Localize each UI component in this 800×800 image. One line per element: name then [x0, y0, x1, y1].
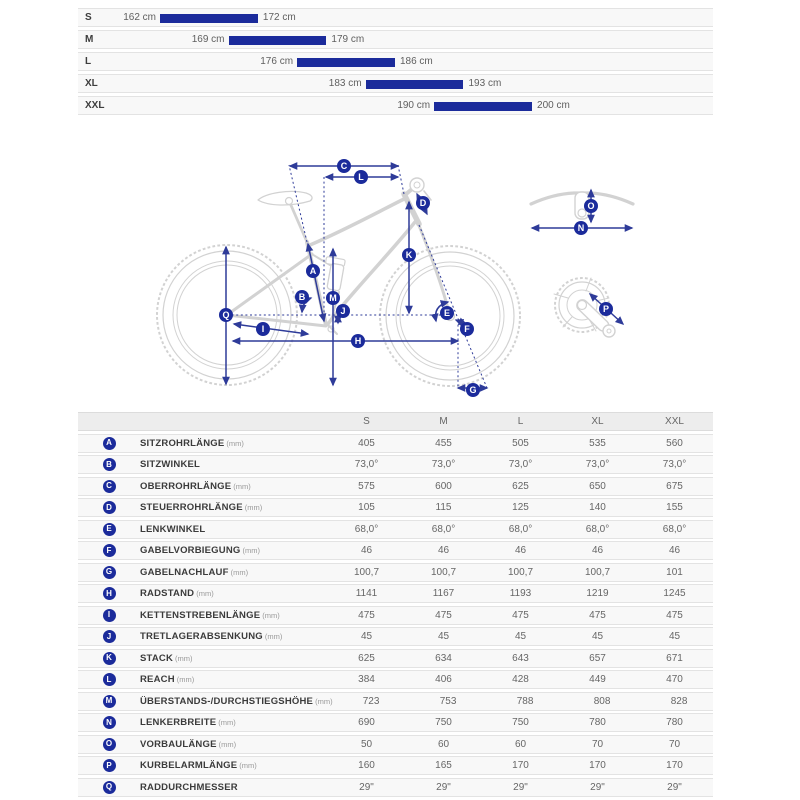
rear-shock [327, 263, 344, 291]
saddle [258, 191, 312, 205]
value-cell: 788 [516, 695, 534, 707]
handlebar-drawing [531, 192, 633, 219]
value-cell: 29" [667, 781, 682, 793]
value-cell: 29" [359, 781, 374, 793]
value-cell: 100,7 [353, 566, 380, 578]
svg-text:Q: Q [222, 310, 230, 320]
value-cell: 671 [666, 652, 683, 664]
value-cell: 650 [589, 480, 606, 492]
value-cell: 600 [435, 480, 452, 492]
svg-text:C: C [340, 161, 348, 171]
measurement-unit: (mm) [176, 675, 195, 684]
size-row-m [78, 30, 713, 49]
value-cell: 780 [589, 717, 606, 728]
row-letter-badge: P [103, 759, 116, 772]
table-row-c [78, 477, 713, 496]
measurement-unit: (mm) [262, 610, 280, 620]
size-row-xl [78, 74, 713, 93]
row-label [140, 674, 328, 685]
table-row-i [78, 606, 713, 625]
measurement-unit: (mm) [242, 546, 260, 555]
svg-text:G: G [469, 385, 477, 395]
measurement-unit: (mm) [230, 567, 249, 577]
height-range-bar [297, 58, 395, 67]
row-letter-badge: J [103, 630, 116, 643]
size-label: XL [85, 78, 98, 89]
value-cell: 46 [360, 545, 373, 556]
value-cell: 100,7 [507, 566, 534, 578]
value-cell: 808 [593, 695, 611, 707]
bike-geometry-diagram [140, 145, 650, 410]
table-row-p [78, 756, 713, 775]
table-row-l [78, 670, 713, 689]
measurement-name: KURBELARMLÄNGE [140, 760, 238, 771]
value-cell: 45 [668, 631, 681, 642]
measurement-unit: (mm) [233, 481, 251, 491]
row-label [140, 739, 328, 750]
range-from-label: 169 cm [191, 34, 225, 45]
diagram-badge-g [466, 383, 480, 397]
value-cell: 100,7 [584, 566, 611, 578]
value-cell: 750 [435, 717, 452, 728]
range-from-label: 176 cm [260, 56, 294, 67]
measurement-unit: (mm) [239, 761, 257, 770]
value-cell: 46 [591, 545, 604, 556]
row-label [140, 717, 328, 728]
row-letter-badge: L [103, 673, 116, 686]
value-cell: 70 [668, 738, 681, 750]
range-from-label: 183 cm [328, 78, 362, 89]
measurement-name: GABELNACHLAUF [140, 566, 229, 578]
value-cell: 60 [437, 738, 450, 750]
value-cell: 406 [435, 674, 452, 685]
measurement-unit: (mm) [218, 739, 237, 749]
svg-text:B: B [298, 292, 306, 302]
value-cell: 475 [358, 609, 375, 621]
diagram-badge-h [351, 334, 365, 348]
value-cell: 828 [670, 695, 688, 707]
row-badge-cell [78, 695, 140, 708]
row-badge-cell [78, 630, 140, 643]
row-badge-cell [78, 480, 140, 493]
value-cell: 29" [436, 781, 451, 793]
range-to-label: 179 cm [331, 34, 365, 45]
value-cell: 428 [512, 674, 529, 685]
diagram-badge-j [336, 304, 350, 318]
svg-text:M: M [329, 293, 337, 303]
row-letter-badge: C [103, 480, 116, 493]
svg-text:K: K [405, 250, 413, 260]
measurement-unit: (mm) [226, 438, 244, 448]
value-cell: 46 [437, 545, 450, 556]
value-cell: 46 [514, 545, 527, 556]
row-badge-cell [78, 716, 140, 729]
row-letter-badge: A [103, 437, 116, 450]
table-row-j [78, 627, 713, 646]
row-label [140, 653, 328, 664]
value-cell: 690 [358, 717, 375, 728]
row-badge-cell [78, 652, 140, 665]
svg-text:F: F [464, 324, 470, 334]
measurement-unit: (mm) [244, 503, 263, 512]
svg-text:D: D [419, 198, 427, 208]
row-badge-cell [78, 501, 140, 514]
value-cell: 753 [439, 695, 457, 707]
table-row-e [78, 520, 713, 539]
svg-text:P: P [602, 304, 610, 314]
range-from-label: 190 cm [397, 100, 431, 111]
handlebar-grip [410, 178, 424, 192]
value-cell: 100,7 [430, 566, 457, 578]
value-cell: 1167 [432, 588, 455, 599]
value-cell: 101 [666, 566, 683, 578]
row-badge-cell [78, 587, 140, 600]
size-row-l [78, 52, 713, 71]
table-row-m [78, 692, 713, 711]
value-cell: 625 [358, 652, 375, 664]
row-letter-badge: G [103, 566, 116, 579]
value-cell: 657 [589, 652, 606, 664]
row-badge-cell [78, 738, 140, 751]
diagram-badge-e [440, 306, 454, 320]
value-cell: 46 [668, 545, 681, 556]
svg-text:H: H [354, 336, 362, 346]
row-label [140, 760, 328, 771]
value-cell: 73,0° [585, 459, 610, 470]
row-label [140, 588, 328, 599]
value-cell: 1245 [663, 588, 686, 599]
row-letter-badge: Q [103, 781, 116, 794]
value-cell: 140 [589, 502, 606, 513]
size-row-xxl [78, 96, 713, 115]
value-cell: 625 [512, 480, 529, 492]
value-cell: 675 [666, 480, 683, 492]
value-cell: 60 [514, 738, 527, 750]
measurement-name: OBERROHRLÄNGE [140, 480, 232, 492]
table-row-h [78, 584, 713, 603]
row-letter-badge: H [103, 587, 116, 600]
value-cell: 29" [513, 781, 528, 793]
rider-height-chart [78, 8, 713, 118]
value-cell: 780 [666, 717, 683, 728]
svg-text:O: O [587, 201, 595, 211]
table-row-g [78, 563, 713, 582]
height-range-bar [434, 102, 532, 111]
height-range-bar [366, 80, 464, 89]
header-cell-xl: XL [591, 416, 604, 427]
value-cell: 105 [358, 502, 375, 513]
row-letter-badge: D [103, 501, 116, 514]
value-cell: 50 [360, 738, 373, 750]
diagram-badge-n [574, 221, 588, 235]
table-row-b [78, 455, 713, 474]
diagram-badge-a [306, 264, 320, 278]
value-cell: 70 [591, 738, 604, 750]
diagram-badge-o [584, 199, 598, 213]
value-cell: 170 [666, 760, 683, 771]
row-label [140, 631, 328, 642]
value-cell: 170 [512, 760, 529, 771]
value-cell: 455 [435, 437, 452, 449]
value-cell: 73,0° [431, 459, 456, 470]
diagram-badge-c [337, 159, 351, 173]
row-label [140, 782, 328, 793]
table-row-k [78, 649, 713, 668]
row-letter-badge: N [103, 716, 116, 729]
value-cell: 115 [435, 502, 452, 513]
table-header [78, 412, 713, 431]
row-badge-cell [78, 759, 140, 772]
row-badge-cell [78, 458, 140, 471]
value-cell: 73,0° [662, 459, 687, 470]
row-badge-cell [78, 523, 140, 536]
value-cell: 45 [514, 631, 527, 642]
svg-text:J: J [340, 306, 346, 316]
diagram-badge-i [256, 322, 270, 336]
value-cell: 723 [362, 695, 380, 707]
value-cell: 560 [666, 437, 683, 449]
range-from-label: 162 cm [123, 12, 156, 23]
value-cell: 73,0° [354, 459, 379, 470]
range-to-label: 193 cm [468, 78, 502, 89]
diagram-badge-d [416, 196, 430, 210]
bike-line-art [157, 178, 633, 386]
measurement-unit: (mm) [218, 718, 236, 727]
value-cell: 475 [666, 609, 683, 621]
value-cell: 643 [512, 652, 529, 664]
value-cell: 535 [589, 437, 606, 449]
value-cell: 750 [512, 717, 529, 728]
value-cell: 505 [512, 437, 529, 449]
value-cell: 68,0° [662, 523, 687, 535]
diagram-badge-m [326, 291, 340, 305]
measurement-name: KETTENSTREBENLÄNGE [140, 609, 261, 621]
diagram-badge-b [295, 290, 309, 304]
row-label [140, 438, 328, 449]
header-cell-s: S [363, 416, 370, 427]
value-cell: 68,0° [431, 523, 456, 535]
row-letter-badge: K [103, 652, 116, 665]
value-cell: 45 [360, 631, 373, 642]
value-cell: 68,0° [508, 523, 533, 535]
value-cell: 1141 [355, 588, 378, 599]
measurement-unit: (mm) [196, 589, 214, 598]
row-label [140, 610, 328, 621]
row-letter-badge: O [103, 738, 116, 751]
size-label: S [85, 12, 92, 23]
measurement-name: SITZROHRLÄNGE [140, 437, 225, 449]
measurement-name: SITZWINKEL [140, 459, 201, 470]
value-cell: 384 [358, 674, 375, 685]
diagram-badge-f [460, 322, 474, 336]
value-cell: 475 [512, 609, 529, 621]
measurement-unit: (mm) [315, 696, 333, 706]
row-letter-badge: I [103, 609, 116, 622]
size-label: L [85, 56, 92, 67]
svg-text:L: L [358, 172, 364, 182]
diagram-badge-q [219, 308, 233, 322]
row-badge-cell [78, 609, 140, 622]
value-cell: 29" [590, 781, 605, 793]
row-badge-cell [78, 437, 140, 450]
height-range-bar [229, 36, 327, 45]
measurement-unit: (mm) [175, 653, 193, 663]
size-label: M [85, 34, 94, 45]
value-cell: 475 [435, 609, 452, 621]
value-cell: 45 [591, 631, 604, 642]
table-row-f [78, 541, 713, 560]
row-letter-badge: M [103, 695, 116, 708]
row-label [140, 545, 328, 556]
pedal-boss [603, 325, 615, 337]
header-cell-xxl: XXL [665, 416, 684, 427]
row-letter-badge: B [103, 458, 116, 471]
value-cell: 405 [358, 437, 375, 449]
value-cell: 45 [437, 631, 450, 642]
value-cell: 575 [358, 480, 375, 492]
diagram-badge-p [599, 302, 613, 316]
measurement-name: VORBAULÄNGE [140, 738, 217, 750]
measurement-name: REACH [140, 674, 175, 685]
measurement-name: RADDURCHMESSER [140, 781, 238, 793]
table-row-o [78, 735, 713, 754]
svg-text:A: A [309, 266, 317, 276]
value-cell: 1219 [586, 588, 609, 599]
value-cell: 155 [666, 502, 683, 513]
value-cell: 1193 [509, 588, 532, 599]
value-cell: 634 [435, 652, 452, 664]
value-cell: 165 [435, 760, 452, 771]
measurement-name: LENKERBREITE [140, 717, 217, 728]
value-cell: 73,0° [508, 459, 533, 470]
head-axis-extension-up [398, 165, 404, 194]
svg-text:I: I [261, 324, 265, 334]
measurement-unit: (mm) [264, 632, 283, 641]
diagram-badge-l [354, 170, 368, 184]
value-cell: 68,0° [585, 523, 610, 535]
table-row-q [78, 778, 713, 797]
value-cell: 475 [589, 609, 606, 621]
row-label [140, 524, 328, 535]
table-row-d [78, 498, 713, 517]
diagram-badge-k [402, 248, 416, 262]
svg-text:N: N [577, 223, 585, 233]
row-label [140, 696, 333, 707]
header-cell-l: L [517, 416, 524, 427]
size-row-s [78, 8, 713, 27]
row-label [140, 502, 328, 513]
measurement-name: GABELVORBIEGUNG [140, 545, 241, 556]
range-to-label: 172 cm [262, 12, 296, 23]
row-letter-badge: E [103, 523, 116, 536]
header-cell-m: M [439, 416, 448, 427]
measurement-name: STEUERROHRLÄNGE [140, 502, 243, 513]
value-cell: 170 [589, 760, 606, 771]
measurement-name: LENKWINKEL [140, 523, 206, 535]
value-cell: 470 [666, 674, 683, 685]
row-label [140, 567, 328, 578]
measurement-name: RADSTAND [140, 588, 195, 599]
measurement-name: ÜBERSTANDS-/DURCHSTIEGSHÖHE [140, 695, 314, 707]
row-label [140, 459, 328, 470]
row-letter-badge: F [103, 544, 116, 557]
value-cell: 449 [589, 674, 606, 685]
table-row-a [78, 434, 713, 453]
row-badge-cell [78, 566, 140, 579]
row-badge-cell [78, 544, 140, 557]
row-label [140, 481, 328, 492]
measurement-name: TRETLAGERABSENKUNG [140, 631, 263, 642]
table-row-n [78, 713, 713, 732]
height-range-bar [160, 14, 258, 23]
geometry-table [78, 412, 713, 799]
row-badge-cell [78, 673, 140, 686]
measurement-name: STACK [140, 652, 174, 664]
range-to-label: 200 cm [537, 100, 570, 111]
range-to-label: 186 cm [399, 56, 433, 67]
value-cell: 125 [512, 502, 529, 513]
value-cell: 68,0° [354, 523, 379, 535]
size-label: XXL [85, 100, 105, 111]
svg-text:E: E [443, 308, 451, 318]
row-badge-cell [78, 781, 140, 794]
value-cell: 160 [358, 760, 375, 771]
